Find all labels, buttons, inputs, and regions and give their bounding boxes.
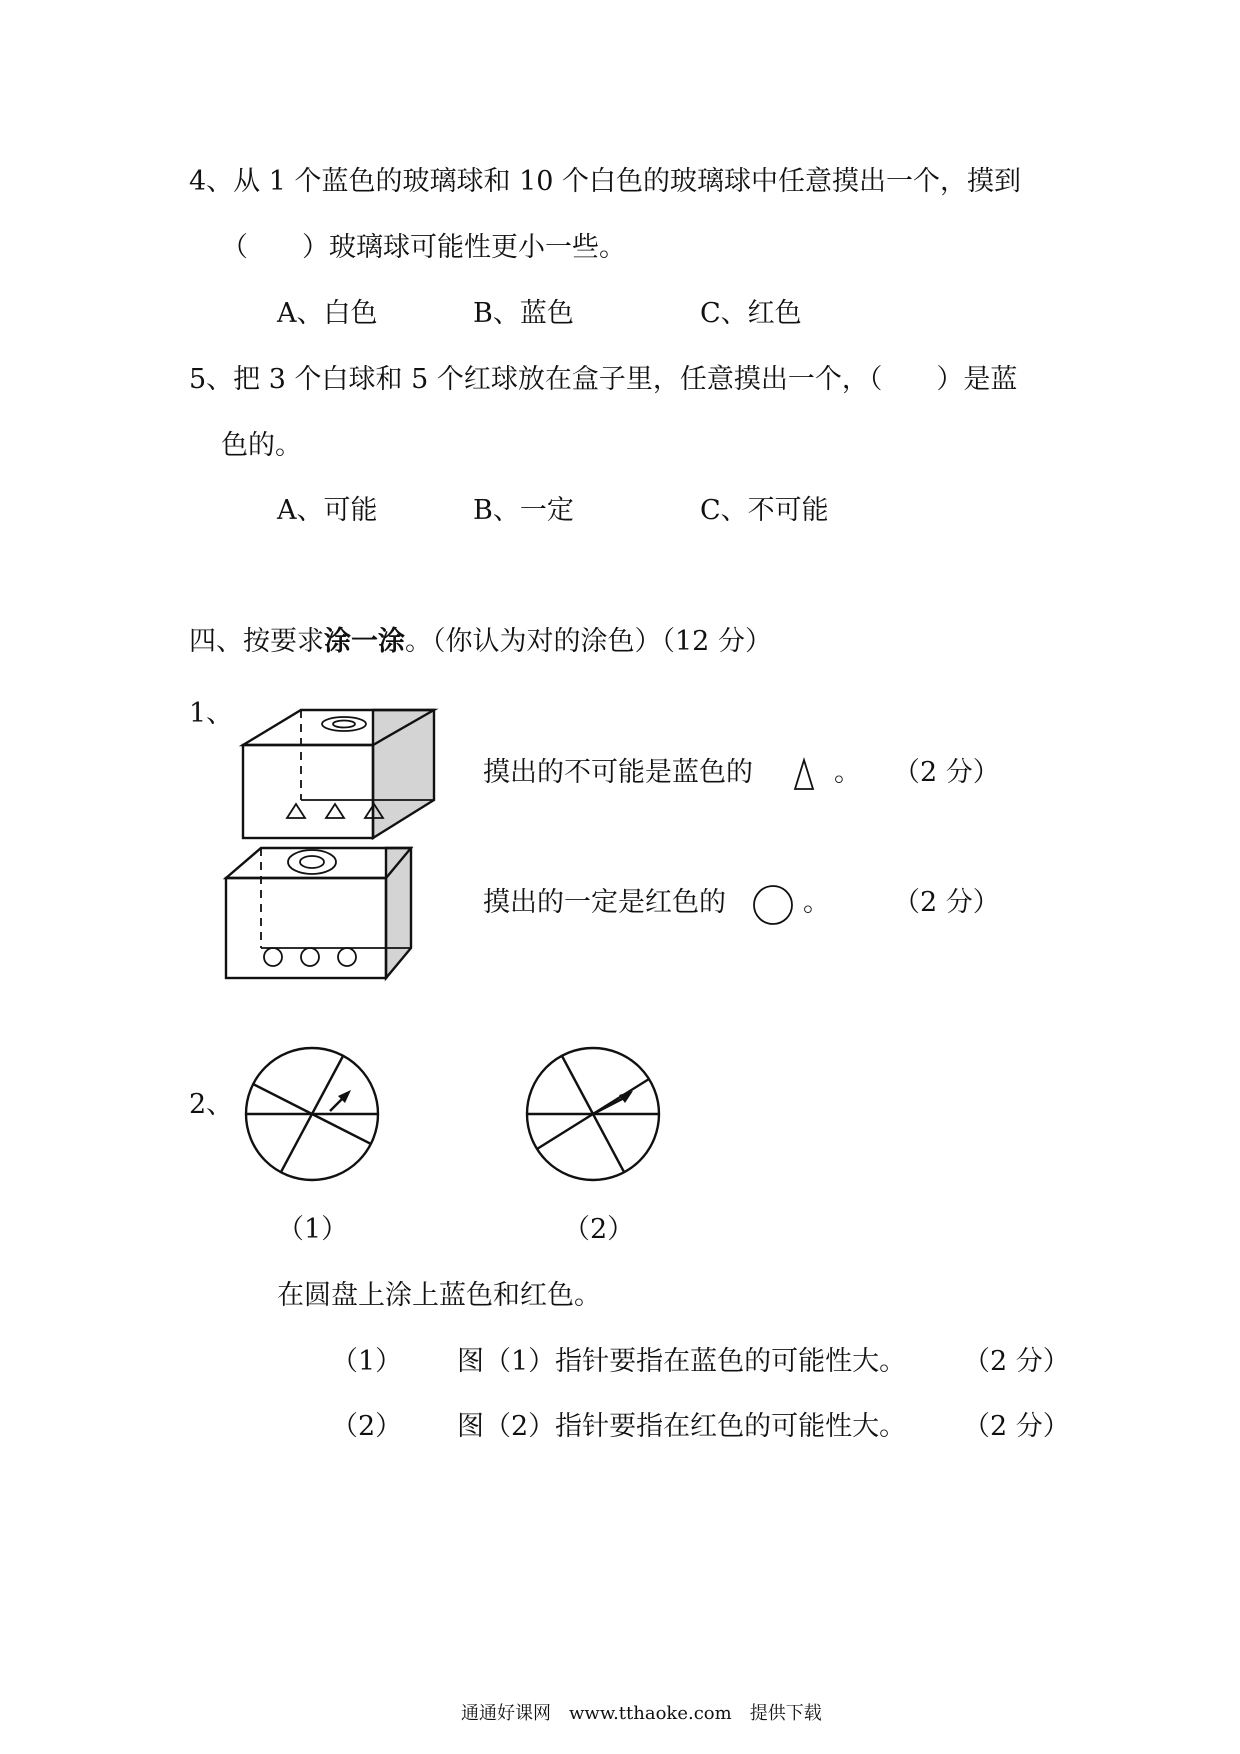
triangle-symbol	[790, 757, 818, 793]
section4-bold: 涂一涂	[324, 626, 405, 657]
q5-option-c: C、不可能	[700, 495, 829, 526]
q4-line2: （ ）玻璃球可能性更小一些。	[221, 232, 626, 263]
disk1-label: （1）	[277, 1214, 349, 1245]
q5-line2: 色的。	[221, 430, 302, 461]
q1-number: 1、	[189, 698, 234, 729]
section4-suffix: 。（你认为对的涂色）（12 分）	[405, 626, 772, 657]
disk2-label: （2）	[563, 1214, 635, 1245]
disk1-divider-4	[281, 1114, 312, 1172]
q1-box1-text: 摸出的不可能是蓝色的	[483, 757, 753, 788]
section4-heading	[189, 624, 772, 660]
q2-number: 2、	[189, 1089, 234, 1120]
disk1-divider-1	[312, 1114, 371, 1144]
box1-opening-outer	[322, 717, 366, 731]
q4-option-c: C、红色	[700, 298, 802, 329]
q1-box2-text: 摸出的一定是红色的	[483, 887, 726, 918]
disk2-divider-3	[562, 1056, 593, 1114]
disk1-pointer	[330, 1098, 343, 1111]
q1-box1-score: （2 分）	[893, 757, 1000, 788]
q2-item1-text: 图（1）指针要指在蓝色的可能性大。	[457, 1346, 907, 1377]
q1-box2-score: （2 分）	[893, 887, 1000, 918]
q2-item1-num: （1）	[331, 1346, 403, 1377]
q4-line1: 4、从 1 个蓝色的玻璃球和 10 个白色的玻璃球中任意摸出一个，摸到	[189, 166, 1022, 197]
q2-item2-score: （2 分）	[963, 1411, 1070, 1442]
q1-box2-end: 。	[803, 887, 830, 918]
q2-item2-num: （2）	[331, 1411, 403, 1442]
box1-front-face	[243, 745, 373, 838]
box-triangles-figure	[240, 700, 440, 840]
spinner-disk-1	[242, 1044, 382, 1184]
q1-box1-end: 。	[834, 757, 861, 788]
circle-symbol-icon	[754, 886, 792, 924]
footer-text: 通通好课网 www.tthaoke.com 提供下载	[461, 1703, 822, 1724]
circle-ball-1	[264, 948, 282, 966]
box2-opening-inner	[300, 856, 324, 868]
disk1-divider-3	[253, 1084, 312, 1114]
triangle-ball-2	[326, 804, 344, 818]
q4-option-b: B、蓝色	[473, 298, 574, 329]
disk2-divider-4	[593, 1114, 624, 1172]
triangle-symbol-icon	[795, 760, 813, 789]
disk1-divider-2	[312, 1056, 343, 1114]
disk2-divider-2	[537, 1114, 593, 1149]
q2-instruction: 在圆盘上涂上蓝色和红色。	[277, 1280, 601, 1311]
box2-side-face	[386, 848, 411, 978]
q2-item2-text: 图（2）指针要指在红色的可能性大。	[457, 1411, 907, 1442]
triangle-ball-1	[287, 804, 305, 818]
box2-opening-outer	[288, 850, 336, 874]
box-circles-figure	[223, 840, 423, 980]
spinner-disk-2	[523, 1044, 663, 1184]
q2-item1-score: （2 分）	[963, 1346, 1070, 1377]
section4-prefix: 四、按要求	[189, 626, 324, 657]
disk2-pointer	[593, 1098, 624, 1114]
circle-ball-2	[301, 948, 319, 966]
box1-opening-inner	[333, 721, 355, 728]
circle-symbol	[751, 883, 795, 927]
box2-front-face	[226, 878, 386, 978]
circle-ball-3	[338, 948, 356, 966]
q4-option-a: A、白色	[277, 298, 378, 329]
q5-option-a: A、可能	[277, 495, 378, 526]
q5-line1: 5、把 3 个白球和 5 个红球放在盒子里，任意摸出一个，（ ）是蓝	[189, 364, 1018, 395]
q5-option-b: B、一定	[473, 495, 574, 526]
